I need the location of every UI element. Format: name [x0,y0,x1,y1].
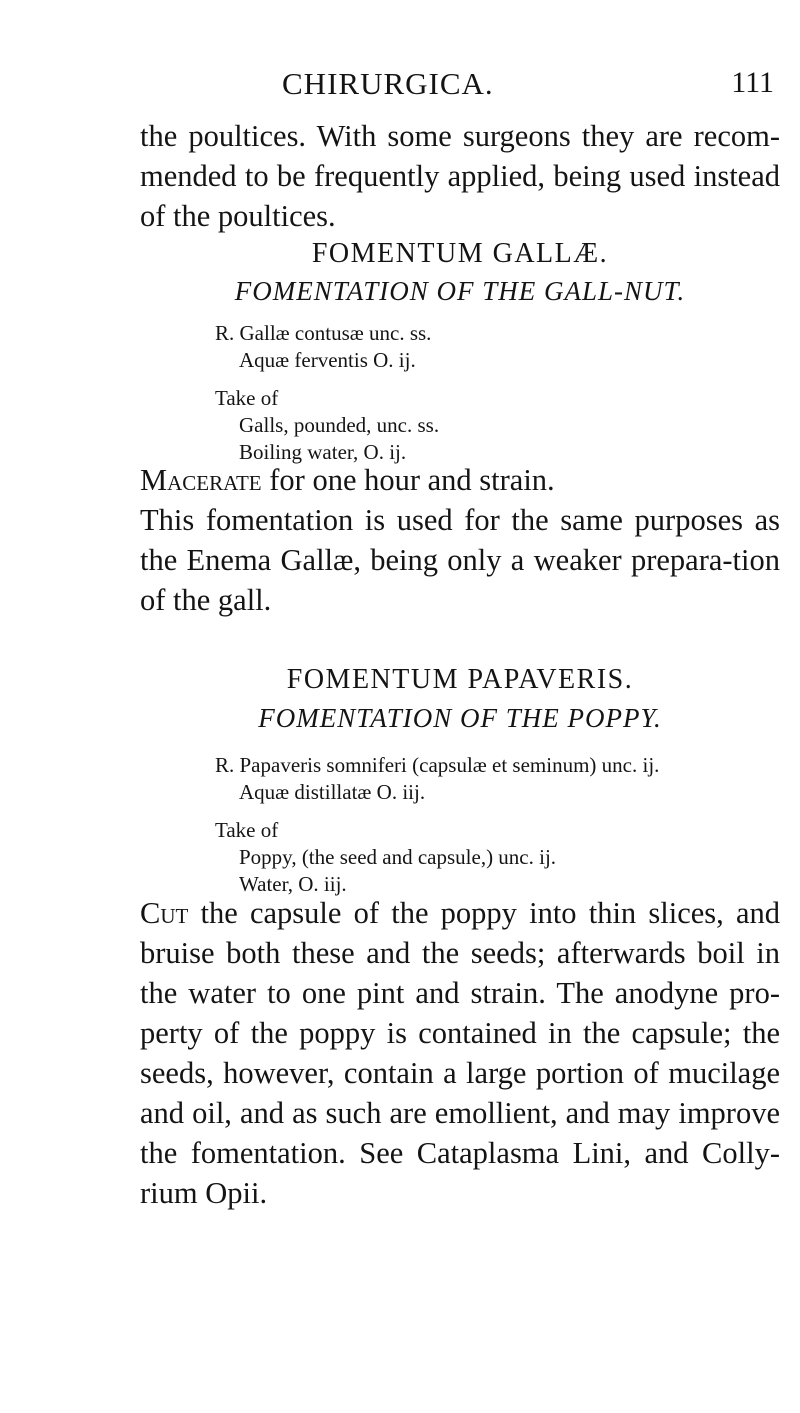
intro-paragraph: the poultices. With some surgeons they are recom-mended to be frequently applied, being used instead of the poultices. [140,119,780,233]
section-2-directions [140,893,780,1213]
section-1-recipe [215,320,775,466]
recipe-english-line: Galls, pounded, unc. ss. [239,413,440,437]
page-number: 111 [731,66,774,99]
section-2-latin-heading: FOMENTUM PAPAVERIS. [286,664,634,695]
directions-lead-word: Cut [140,896,189,930]
recipe-latin-line: Aquæ distillatæ O. iij. [239,780,426,804]
directions-text: for one hour and strain. [261,463,555,497]
section-1-note: This fomentation is used for the same purposes as the Enema Gallæ, being only a weaker prepara-tion of the gall. [140,503,780,617]
recipe-latin-line: R. Papaveris somniferi (capsulæ et seminum) unc. ij. [215,753,660,777]
recipe-english-line: Boiling water, O. ij. [239,440,407,464]
take-of-label: Take of [215,386,279,410]
directions-text: the capsule of the poppy into thin slices, and bruise both these and the seeds; afterwards boil in the water to one pint and strain. The anodyne pro-perty of the poppy is contained in the capsule; the seeds, however, contain a large portion of mucilage and oil, and as such are emollient, and may improve the fomentation. See Cataplasma Lini, and Colly-rium Opii. [140,896,780,1210]
section-2-recipe [215,752,775,898]
section-1-latin-heading: FOMENTUM GALLÆ. [311,238,609,269]
directions-lead-word: Macerate [140,463,262,497]
take-of-label: Take of [215,818,279,842]
section-1-directions [140,460,780,500]
recipe-english-line: Water, O. iij. [239,872,347,896]
section-1-english-heading: FOMENTATION OF THE GALL-NUT. [234,276,686,306]
running-head [140,66,780,106]
running-title: CHIRURGICA. [282,66,494,101]
recipe-latin-line: R. Gallæ contusæ unc. ss. [215,321,432,345]
recipe-latin-line: Aquæ ferventis O. ij. [239,348,416,372]
section-2-english-heading: FOMENTATION OF THE POPPY. [258,703,662,733]
recipe-english-line: Poppy, (the seed and capsule,) unc. ij. [239,845,557,869]
